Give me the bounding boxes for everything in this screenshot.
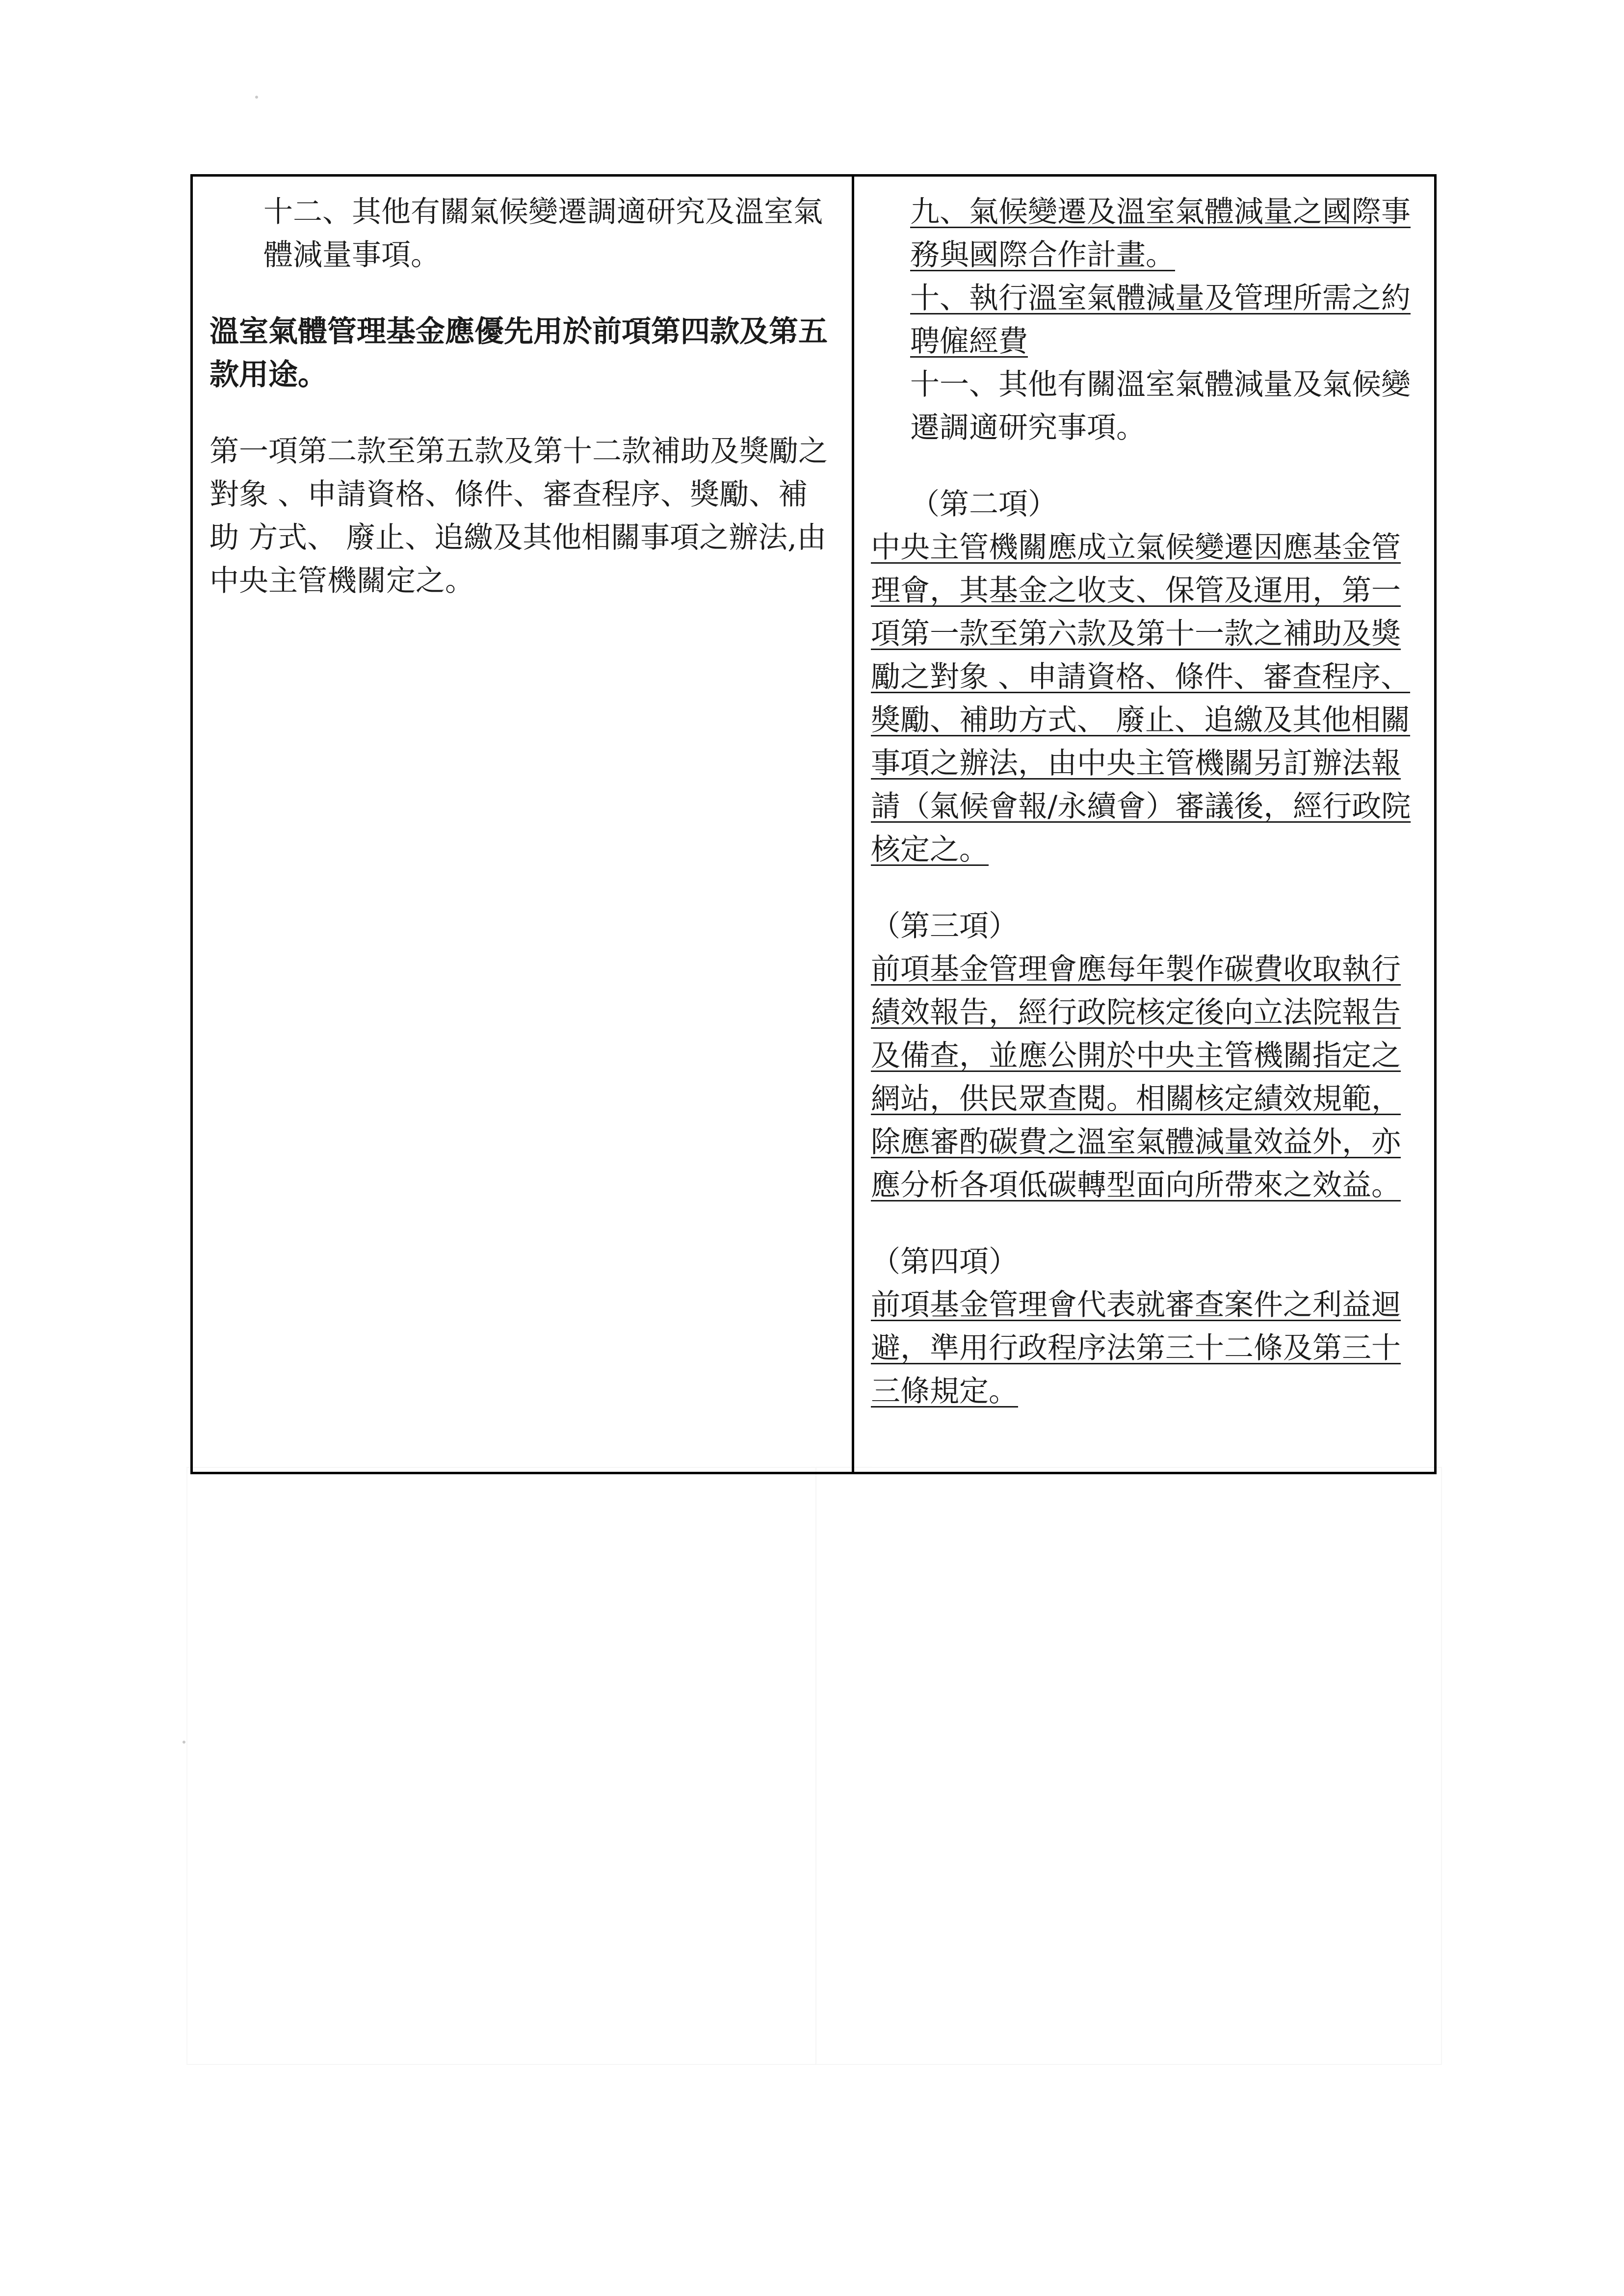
scan-speck [255,96,258,99]
paragraph-3-underlined: 前項基金管理會應每年製作碳費收取執行績效報告，經行政院核定後向立法院報告及備查，並應公開於中央主管機關指定之網站，供民眾查閱。相關核定績效規範，除應審酌碳費之溫室氣體減量效益外，亦應分析各項低碳轉型面向所帶來之效益。 [871,952,1401,1202]
item-9-underlined: 九、氣候變遷及溫室氣體減量之國際事務與國際合作計畫。 [910,195,1411,272]
paragraph-4-underlined: 前項基金管理會代表就審查案件之利益迴避，準用行政程序法第三十二條及第三十三條規定。 [871,1288,1401,1409]
scan-speck [183,1741,185,1744]
item-10-underlined: 十、執行溫室氣體減量及管理所需之約聘僱經費 [910,281,1411,359]
item-9-text [871,190,1417,277]
comparison-table [190,174,1437,1474]
paragraph-2-underlined: 中央主管機關應成立氣候變遷因應基金管理會，其基金之收支、保管及運用，第一項第一款至第六款及第十一款之補助及獎勵之對象 、申請資格、條件、審查程序、獎勵、補助方式、 廢止、追繳及其他相關事項之辦法，由中央主管機關另訂辦法報請（氣候會報/永續會）審議後，經行政院核定之。 [871,530,1411,867]
bleed-through-table [186,1467,1442,2065]
paragraph-4-text [871,1283,1417,1413]
paragraph-3-text [871,948,1417,1207]
item-12-text: 十二、其他有關氣候變遷調適研究及溫室氣體減量事項。 [263,195,823,272]
paragraph-4-heading: （第四項） [871,1245,1018,1279]
paragraph-2-heading: （第二項） [910,487,1057,522]
subsidy-clause: 第一項第二款至第五款及第十二款補助及獎勵之對象 、申請資格、條件、審查程序、獎勵、補助 方式、 廢止、追繳及其他相關事項之辦法,由中央主管機關定之。 [210,434,828,598]
priority-clause: 溫室氣體管理基金應優先用於前項第四款及第五款用途。 [210,314,828,392]
right-column-cell [853,176,1436,1473]
item-10-text [871,277,1417,363]
table-row [192,176,1436,1473]
paragraph-2-text [871,526,1417,871]
paragraph-3-heading: （第三項） [871,909,1018,943]
left-column-cell [192,176,853,1473]
item-11-text: 十一、其他有關溫室氣體減量及氣候變遷調適研究事項。 [910,367,1411,445]
